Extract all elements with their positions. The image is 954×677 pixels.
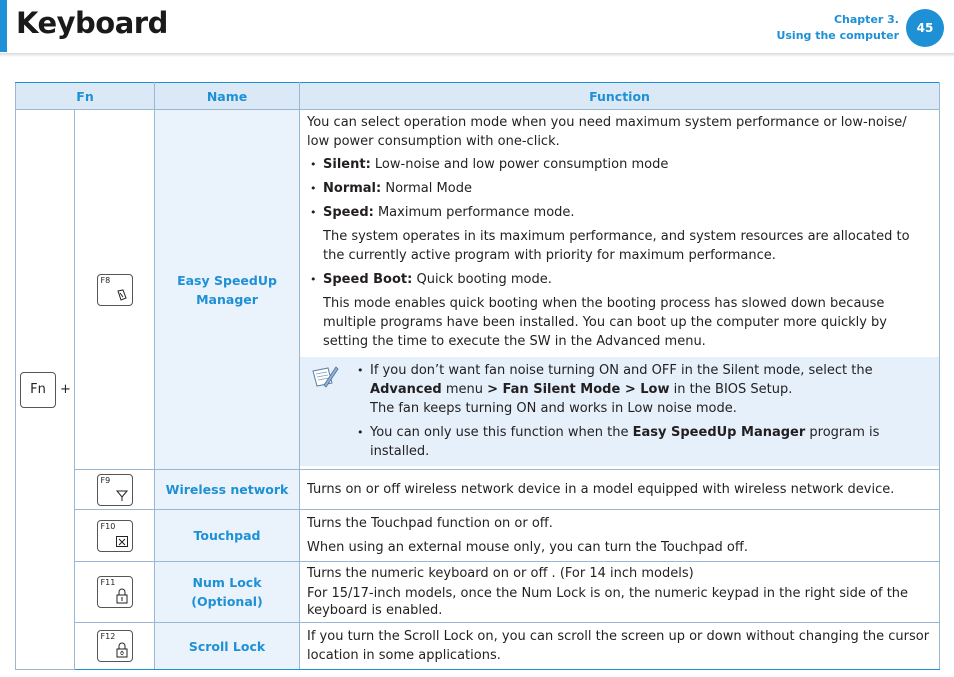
f11-key: F11: [97, 576, 133, 608]
name-cell: Num Lock (Optional): [155, 562, 300, 623]
speed-detail: The system operates in its maximum performance, and system resources are allocated to the currently active program with priority for maximum performance.: [323, 229, 910, 263]
name-cell: Easy SpeedUp Manager: [155, 110, 300, 470]
plus-sign: +: [60, 382, 71, 397]
page-title: Keyboard: [16, 6, 168, 40]
f9-key: F9: [97, 474, 133, 506]
list-item: • Speed Boot: Quick booting mode.: [307, 270, 931, 289]
page-number-badge: 45: [906, 9, 944, 47]
list-item: • You can only use this function when the Easy SpeedUp Manager program is installed.: [354, 423, 931, 461]
num-lock-icon: [115, 588, 129, 604]
function-cell: If you turn the Scroll Lock on, you can scroll the screen up or down without changing the cursor location in some applications.: [300, 623, 940, 670]
title-divider: [0, 53, 954, 57]
key-cell: [75, 110, 155, 470]
key-cell: [75, 470, 155, 510]
note-pencil-icon: [310, 363, 340, 397]
header-fn: Fn: [16, 83, 155, 110]
table-row: [16, 470, 940, 510]
function-cell: Turns the numeric keyboard on or off . (For 14 inch models) For 15/17-inch models, once the Num Lock is on, the numeric keypad in the right side of the keyboard is enabled.: [300, 562, 940, 623]
title-accent-bar: [0, 0, 7, 52]
function-cell: Turns the Touchpad function on or off. When using an external mouse only, you can turn the Touchpad off.: [300, 510, 940, 562]
name-cell: Touchpad: [155, 510, 300, 562]
function-cell: [300, 110, 940, 470]
fn-key: Fn: [20, 372, 56, 408]
list-item: • Speed: Maximum performance mode.: [307, 203, 931, 222]
table-row: [16, 562, 940, 623]
table-row: [16, 110, 940, 470]
f8-key: F8: [97, 274, 133, 306]
table-header-row: [16, 83, 940, 110]
speedboot-detail: This mode enables quick booting when the booting process has slowed down because multiple programs have been installed. You can boot up the computer more quickly by setting the time to execute the SW in the Advanced menu.: [323, 296, 888, 349]
touchpad-off-icon: [115, 534, 129, 548]
note-box: [300, 357, 939, 466]
chapter-number: Chapter 3.: [833, 13, 899, 26]
name-cell: Scroll Lock: [155, 623, 300, 670]
f10-key: F10: [97, 520, 133, 552]
key-cell: [75, 510, 155, 562]
key-cell: [75, 623, 155, 670]
list-item: • If you don’t want fan noise turning ON and OFF in the Silent mode, select the Advanced menu > Fan Silent Mode > Low in the BIOS Setup. The fan keeps turning ON and works in Low noise mode.: [354, 361, 931, 418]
function-key-table: [15, 82, 940, 670]
list-item: • Normal: Normal Mode: [307, 179, 931, 198]
wireless-antenna-icon: [115, 488, 129, 502]
list-item: • Silent: Low-noise and low power consumption mode: [307, 155, 931, 174]
header-function: Function: [300, 83, 940, 110]
chapter-label: [776, 12, 899, 44]
chapter-subtitle: Using the computer: [776, 29, 899, 42]
scroll-lock-icon: [115, 642, 129, 658]
speedup-intro: You can select operation mode when you need maximum system performance or low-noise/ low power consumption with one-click.: [307, 115, 907, 149]
function-cell: Turns on or off wireless network device in a model equipped with wireless network device.: [300, 470, 940, 510]
f12-key: F12: [97, 630, 133, 662]
key-cell: [75, 562, 155, 623]
fn-key-cell: [16, 110, 75, 670]
table-row: [16, 623, 940, 670]
header-name: Name: [155, 83, 300, 110]
name-cell: Wireless network: [155, 470, 300, 510]
speedup-icon: [113, 288, 129, 302]
table-row: [16, 510, 940, 562]
